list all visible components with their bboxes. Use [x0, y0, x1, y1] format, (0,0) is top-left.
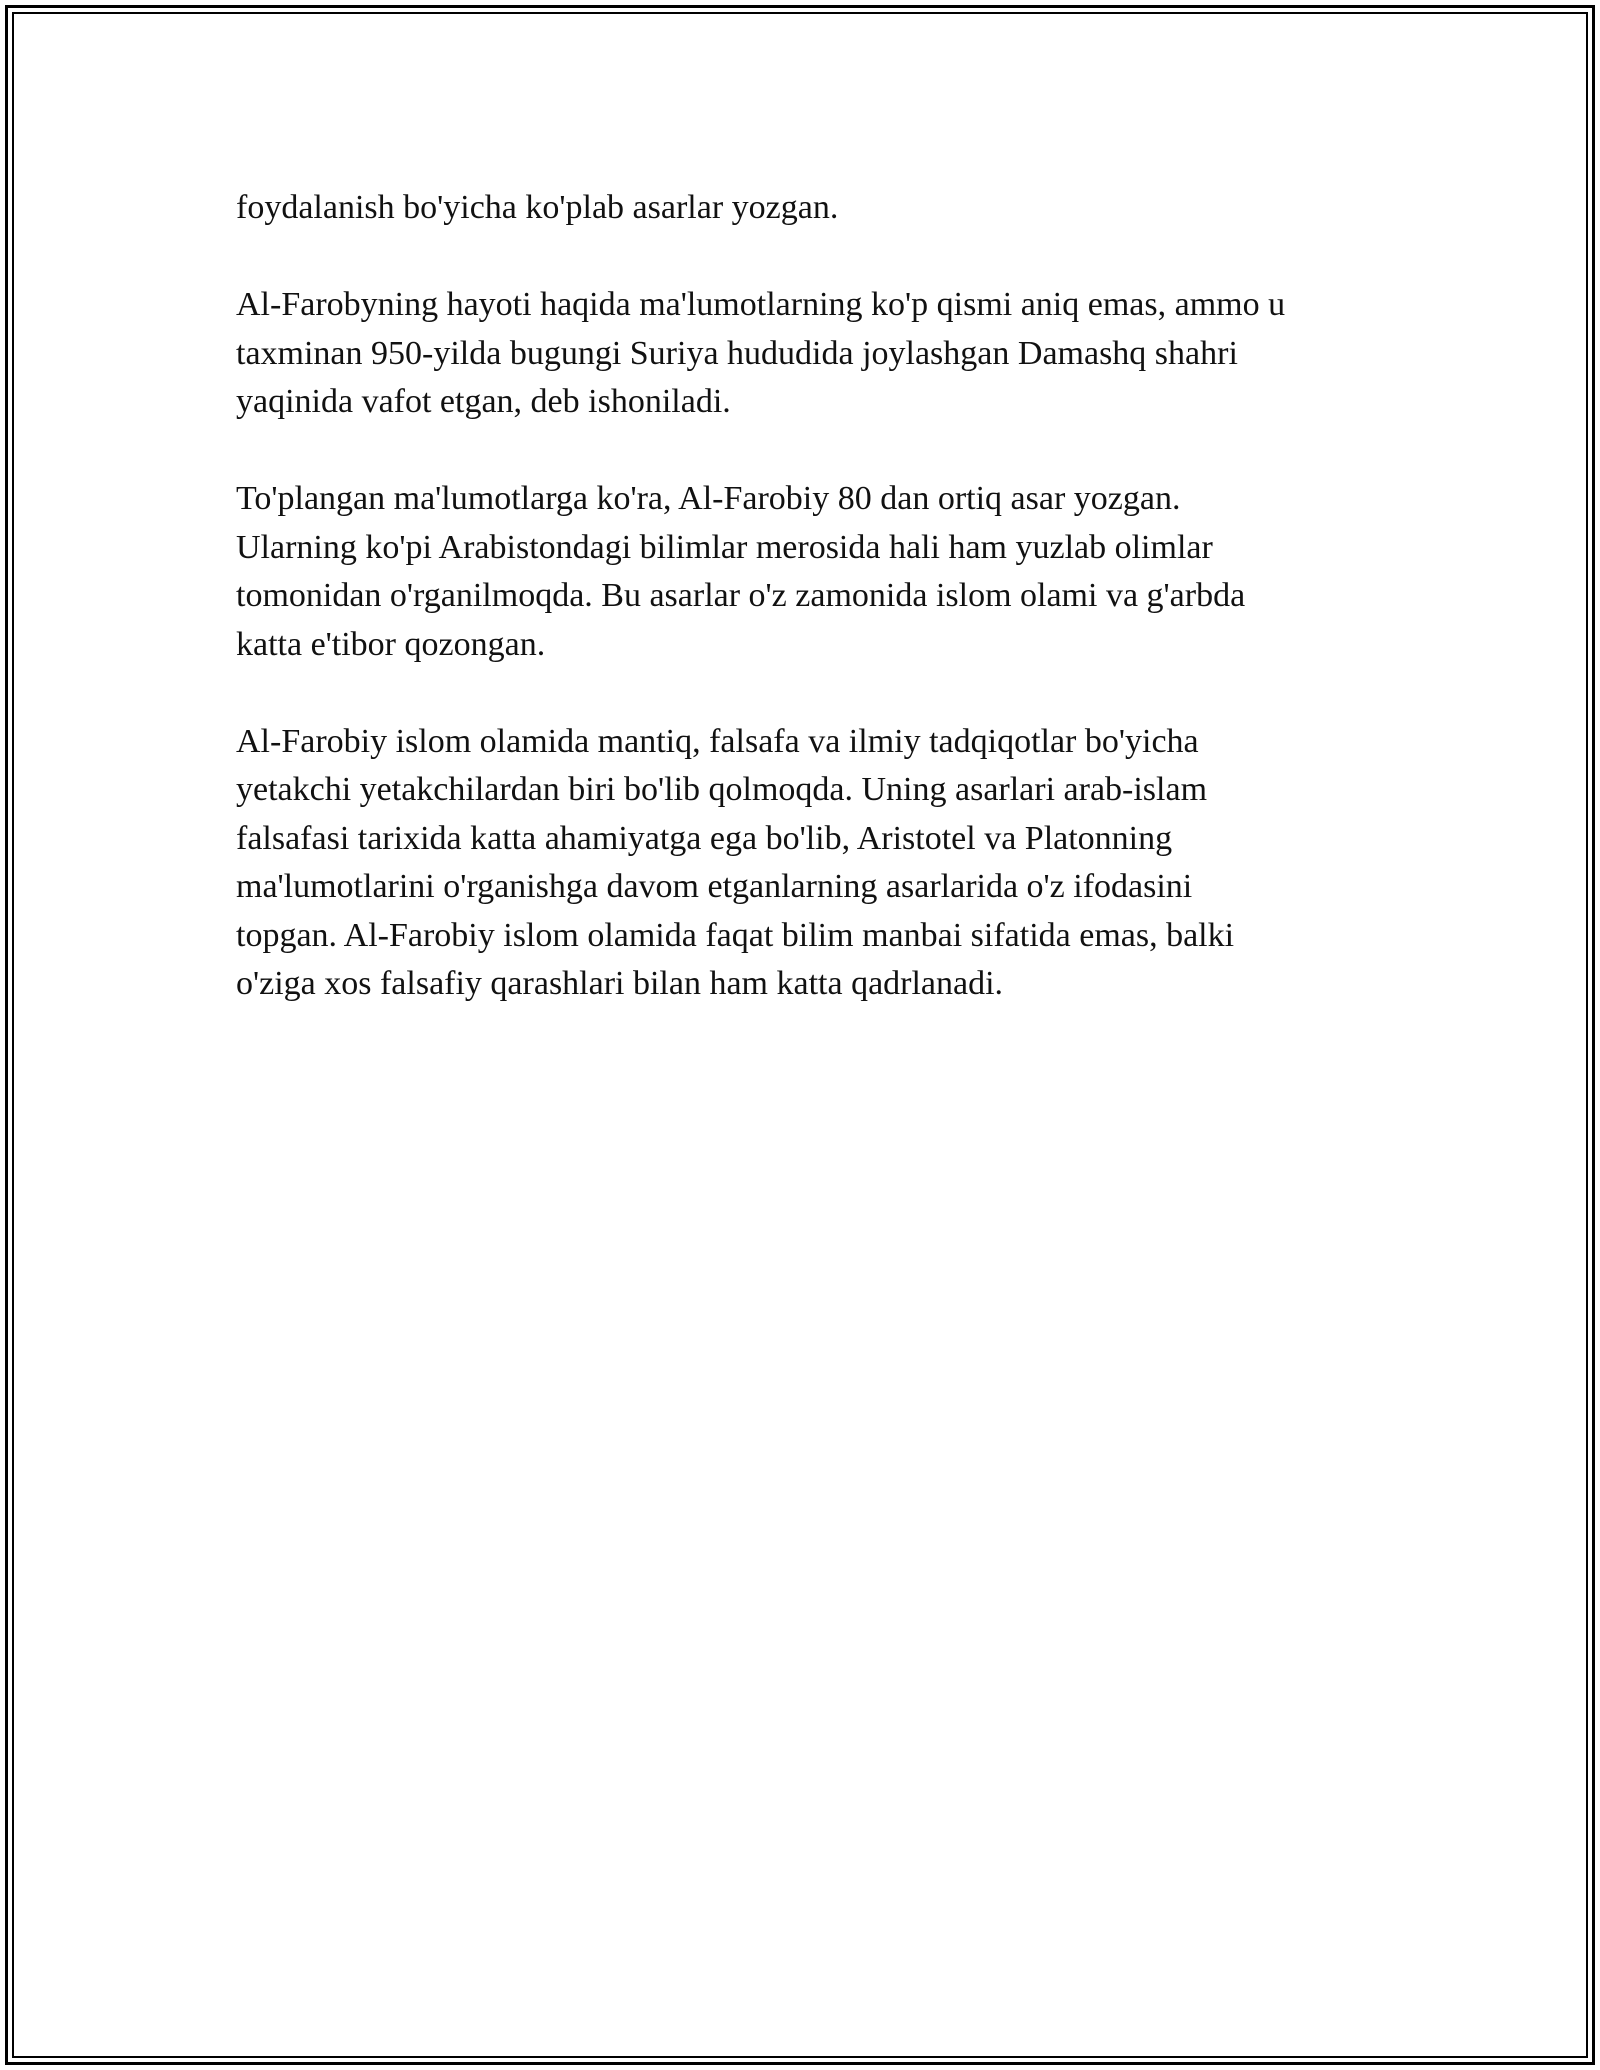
- paragraph-3: [236, 475, 1386, 669]
- text-line: Al-Farobiy islom olamida mantiq, falsafa va ilmiy tadqiqotlar bo'yicha: [236, 722, 1199, 760]
- document-body: [236, 184, 1386, 1057]
- text-line: Ularning ko'pi Arabistondagi bilimlar merosida hali ham yuzlab olimlar: [236, 528, 1213, 566]
- paragraph-1: [236, 184, 1386, 233]
- text-line: tomonidan o'rganilmoqda. Bu asarlar o'z zamonida islom olami va g'arbda: [236, 577, 1246, 614]
- text-line: topgan. Al-Farobiy islom olamida faqat bilim manbai sifatida emas, balki: [236, 916, 1235, 954]
- text-line: ma'lumotlarini o'rganishga davom etganlarning asarlarida o'z ifodasini: [236, 868, 1193, 905]
- text-line: yaqinida vafot etgan, deb ishoniladi.: [236, 383, 731, 420]
- paragraph-2: [236, 281, 1386, 427]
- text-line: taxminan 950-yilda bugungi Suriya hududida joylashgan Damashq shahri: [236, 334, 1238, 372]
- text-line: To'plangan ma'lumotlarga ko'ra, Al-Farobiy 80 dan ortiq asar yozgan.: [236, 480, 1181, 517]
- paragraph-4: [236, 718, 1386, 1009]
- text-line: katta e'tibor qozongan.: [236, 625, 546, 663]
- text-line: Al-Farobyning hayoti haqida ma'lumotlarning ko'p qismi aniq emas, ammo u: [236, 286, 1286, 323]
- text-line: yetakchi yetakchilardan biri bo'lib qolmoqda. Uning asarlari arab-islam: [236, 771, 1208, 808]
- text-line: foydalanish bo'yicha ko'plab asarlar yozgan.: [236, 189, 839, 226]
- text-line: falsafasi tarixida katta ahamiyatga ega bo'lib, Aristotel va Platonning: [236, 819, 1173, 857]
- text-line: o'ziga xos falsafiy qarashlari bilan ham katta qadrlanadi.: [236, 965, 1004, 1002]
